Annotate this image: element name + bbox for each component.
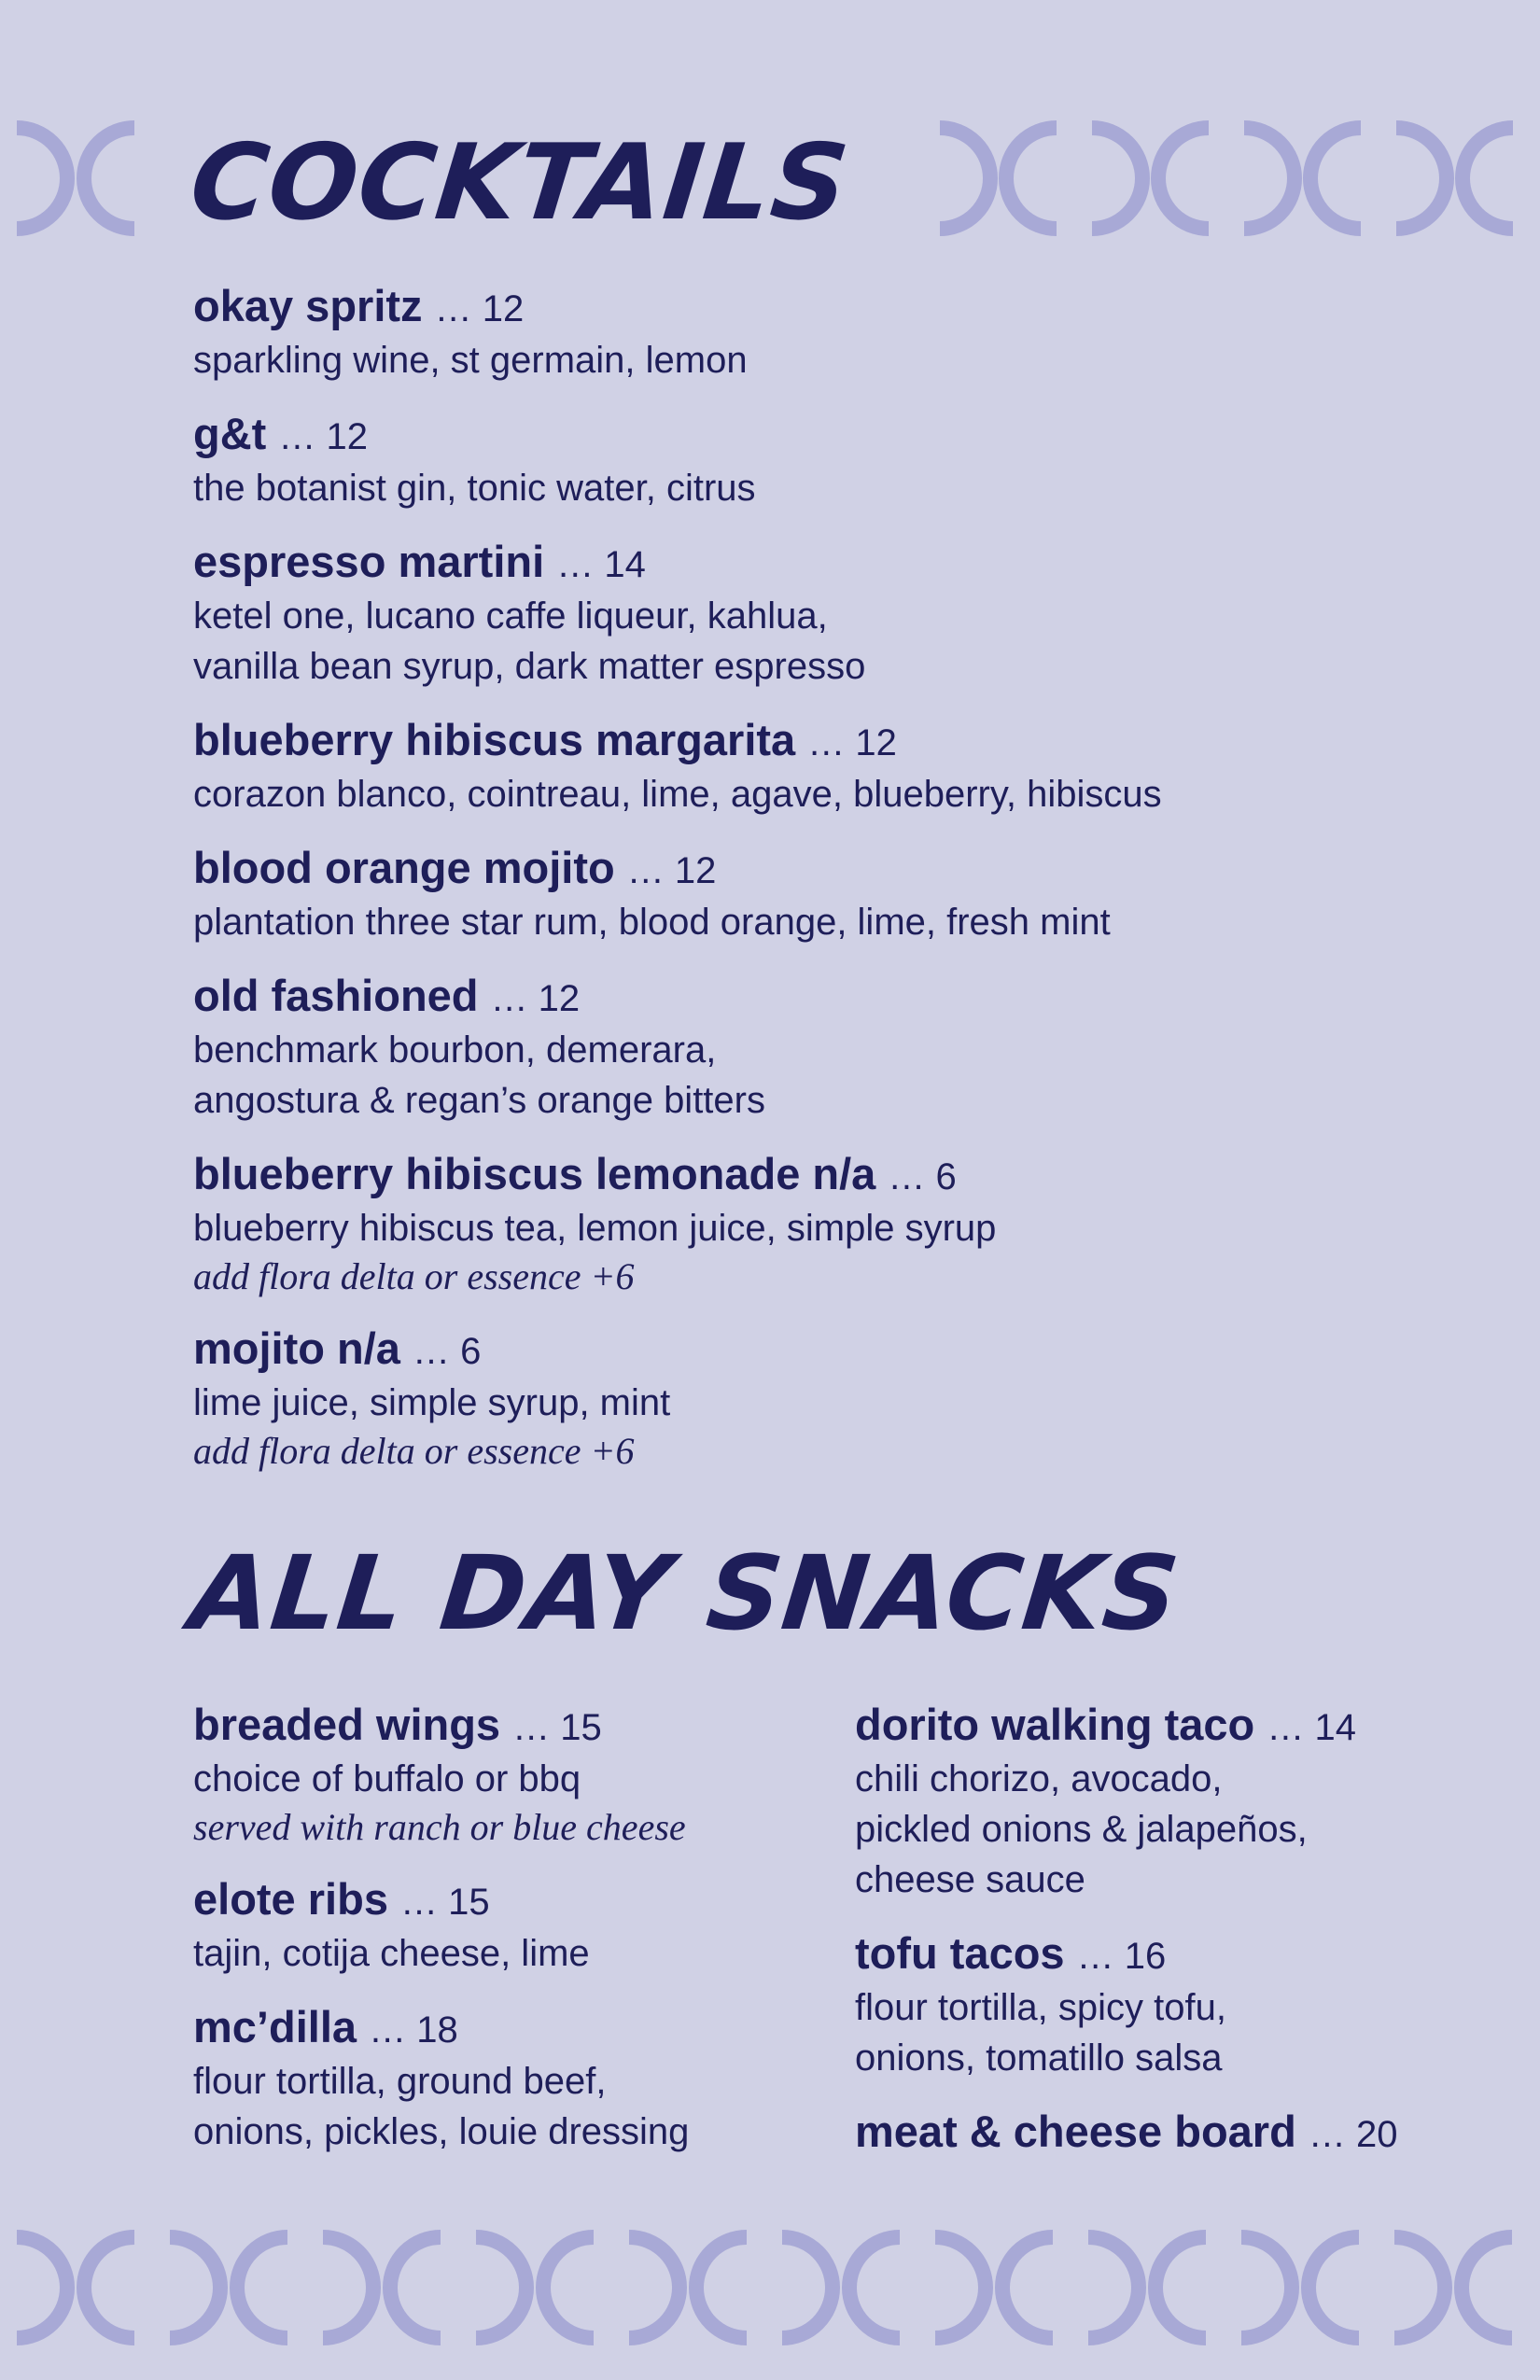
crescent-arc-icon (1241, 2237, 1292, 2338)
crescent-arc-icon (1244, 128, 1295, 229)
menu-item-heading (855, 1699, 1508, 1754)
menu-item-heading (193, 2001, 828, 2056)
menu-item-heading (193, 536, 1407, 591)
menu-item-name: blueberry hibiscus margarita (193, 715, 796, 764)
menu-item-price: … 20 (1308, 2114, 1398, 2155)
menu-item-description: onions, pickles, louie dressing (193, 2111, 690, 2152)
crescent-arc-icon (1092, 128, 1142, 229)
menu-item-price: … 15 (512, 1707, 602, 1748)
cocktails-heading: COCKTAILS (185, 122, 855, 244)
menu-item-name: meat & cheese board (855, 2107, 1296, 2156)
menu-item (193, 1148, 1407, 1300)
menu-item (193, 1699, 828, 1851)
menu-item-heading (193, 714, 1407, 769)
menu-item-note: served with ranch or blue cheese (193, 1806, 686, 1848)
menu-item-price: … 14 (556, 544, 646, 585)
menu-item-description: flour tortilla, ground beef, (193, 2061, 607, 2102)
menu-item-name: tofu tacos (855, 1928, 1065, 1978)
menu-item (193, 536, 1407, 692)
snacks-list-left (193, 1699, 828, 2179)
crescent-arc-icon (782, 2237, 833, 2338)
menu-item-price: … 6 (888, 1156, 957, 1197)
menu-item (193, 714, 1407, 819)
menu-item (855, 1699, 1508, 1905)
menu-item-name: elote ribs (193, 1874, 388, 1924)
menu-item-heading (193, 1323, 1407, 1378)
menu-item-price: … 6 (413, 1331, 482, 1372)
crescent-arc-icon (237, 2237, 287, 2338)
menu-item-description: plantation three star rum, blood orange, lime, fresh mint (193, 902, 1111, 943)
crescent-arc-icon (1158, 128, 1209, 229)
crescent-arc-icon (1155, 2237, 1206, 2338)
menu-item-name: mojito n/a (193, 1323, 400, 1373)
menu-item-description: ketel one, lucano caffe liqueur, kahlua, (193, 595, 828, 637)
menu-item-note: add flora delta or essence +6 (193, 1255, 635, 1297)
menu-item-description: cheese sauce (855, 1859, 1085, 1900)
menu-item (855, 1927, 1508, 2083)
menu-item-heading (855, 2106, 1508, 2161)
crescent-arc-icon (696, 2237, 747, 2338)
menu-item-name: breaded wings (193, 1700, 501, 1749)
menu-item-description: benchmark bourbon, demerara, (193, 1029, 717, 1071)
menu-item-price: … 12 (626, 850, 717, 891)
crescent-arc-icon (170, 2237, 220, 2338)
menu-item-description: sparkling wine, st germain, lemon (193, 340, 748, 381)
menu-item-description: tajin, cotija cheese, lime (193, 1933, 590, 1974)
menu-item-name: dorito walking taco (855, 1700, 1255, 1749)
menu-item-heading (193, 280, 1407, 335)
menu-item (193, 842, 1407, 947)
crescent-arc-icon (1088, 2237, 1139, 2338)
crescent-arc-icon (1396, 128, 1447, 229)
crescent-arc-icon (849, 2237, 900, 2338)
menu-item-heading (193, 970, 1407, 1025)
menu-item-description: corazon blanco, cointreau, lime, agave, blueberry, hibiscus (193, 774, 1162, 815)
crescent-arc-icon (1463, 128, 1513, 229)
menu-item-name: espresso martini (193, 537, 545, 586)
menu-item-description: flour tortilla, spicy tofu, (855, 1987, 1226, 2028)
menu-item (855, 2106, 1508, 2161)
menu-item-description: angostura & regan’s orange bitters (193, 1080, 765, 1121)
menu-item-name: okay spritz (193, 281, 423, 330)
menu-item-description: choice of buffalo or bbq (193, 1758, 581, 1799)
menu-item (193, 2001, 828, 2157)
menu-item-heading (193, 408, 1407, 463)
crescent-arc-icon (940, 128, 990, 229)
crescent-arc-icon (323, 2237, 373, 2338)
snacks-list-right (855, 1699, 1508, 2183)
menu-item (193, 280, 1407, 385)
crescent-arc-icon (476, 2237, 526, 2338)
crescent-arc-icon (390, 2237, 441, 2338)
menu-item-description: pickled onions & jalapeños, (855, 1809, 1308, 1850)
crescent-arc-icon (1462, 2237, 1512, 2338)
menu-item-name: g&t (193, 409, 267, 458)
crescent-arc-icon (1309, 2237, 1359, 2338)
crescent-arc-icon (1006, 128, 1057, 229)
crescent-arc-icon (17, 128, 67, 229)
menu-item-heading (193, 1699, 828, 1754)
menu-item-description: the botanist gin, tonic water, citrus (193, 468, 756, 509)
menu-item-price: … 14 (1267, 1707, 1356, 1748)
crescent-arc-icon (1310, 128, 1361, 229)
menu-item-price: … 18 (369, 2009, 458, 2051)
menu-item-heading (193, 842, 1407, 897)
menu-item-price: … 12 (490, 978, 581, 1019)
snacks-heading: ALL DAY SNACKS (185, 1533, 1185, 1653)
crescent-arc-icon (1394, 2237, 1445, 2338)
crescent-arc-icon (629, 2237, 679, 2338)
menu-item-price: … 12 (278, 416, 368, 457)
menu-item-name: blood orange mojito (193, 843, 615, 892)
cocktails-list (193, 280, 1407, 1497)
menu-item-heading (193, 1148, 1407, 1203)
menu-item-name: mc’dilla (193, 2002, 357, 2051)
crescent-arc-icon (17, 2237, 67, 2338)
menu-item-price: … 12 (807, 722, 897, 763)
menu-item-description: lime juice, simple syrup, mint (193, 1382, 671, 1423)
menu-item-description: vanilla bean syrup, dark matter espresso (193, 646, 866, 687)
menu-item-description: blueberry hibiscus tea, lemon juice, simple syrup (193, 1208, 997, 1249)
bottom-moon-border (0, 2227, 1540, 2348)
menu-item-heading (855, 1927, 1508, 1982)
menu-item-description: onions, tomatillo salsa (855, 2037, 1223, 2079)
menu-item (193, 1873, 828, 1979)
menu-item-price: … 15 (400, 1882, 490, 1923)
menu-item-price: … 12 (434, 288, 525, 329)
menu-item-heading (193, 1873, 828, 1928)
menu-item (193, 408, 1407, 513)
crescent-arc-icons (17, 2237, 1512, 2338)
menu-item (193, 970, 1407, 1126)
menu-item-name: old fashioned (193, 971, 479, 1020)
menu-item-name: blueberry hibiscus lemonade n/a (193, 1149, 876, 1198)
menu-item (193, 1323, 1407, 1475)
crescent-arc-icon (935, 2237, 986, 2338)
menu-item-note: add flora delta or essence +6 (193, 1430, 635, 1472)
menu-item-price: … 16 (1076, 1936, 1167, 1977)
crescent-arc-icon (84, 128, 134, 229)
crescent-arc-icon (543, 2237, 594, 2338)
menu-item-description: chili chorizo, avocado, (855, 1758, 1223, 1799)
crescent-arc-icon (1002, 2237, 1053, 2338)
crescent-arc-icon (84, 2237, 134, 2338)
